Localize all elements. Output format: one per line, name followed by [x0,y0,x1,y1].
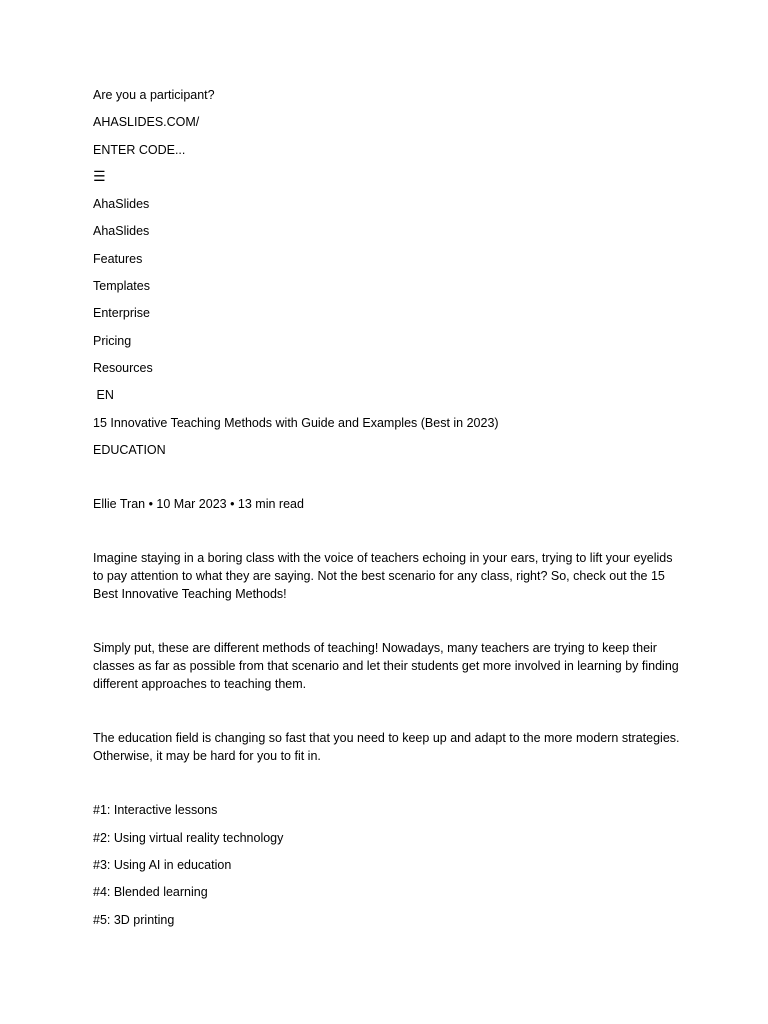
nav-item-enterprise[interactable]: Enterprise [93,306,150,321]
menu-toggle-button[interactable] [93,168,683,195]
language-selector[interactable] [93,386,683,413]
spacer [93,468,683,495]
nav-item-features[interactable]: Features [93,251,143,266]
enter-code-input[interactable]: ENTER CODE... [93,142,186,157]
document-page [93,86,683,938]
brand-name-link[interactable]: AhaSlides [93,224,150,239]
nav-item-templates[interactable]: Templates [93,279,150,294]
spacer [93,522,683,549]
article-meta: Ellie Tran • 10 Mar 2023 • 13 min read [93,497,304,512]
language-label: EN [96,388,114,403]
toc-item[interactable]: #4: Blended learning [93,885,208,900]
toc-item[interactable]: #1: Interactive lessons [93,803,218,818]
brand-logo-link[interactable]: AhaSlides [93,197,150,212]
toc-item[interactable]: #3: Using AI in education [93,858,232,873]
article-paragraph: Simply put, these are different methods of teaching! Nowadays, many teachers are trying to keep their classes as far as possible from that scenario and let their students get more involved in learning by finding different approaches to teaching them. [93,641,679,692]
article-category-link[interactable]: EDUCATION [93,442,166,457]
participant-prompt[interactable]: Are you a participant? [93,88,215,102]
article-title: 15 Innovative Teaching Methods with Guide and Examples (Best in 2023) [93,415,499,430]
site-url-label: AHASLIDES.COM/ [93,115,200,130]
nav-item-pricing[interactable]: Pricing [93,333,132,348]
hamburger-menu-icon: ☰ [93,167,106,184]
article-paragraph: Imagine staying in a boring class with the voice of teachers echoing in your ears, trying to lift your eyelids to pay attention to what they are saying. Not the best scenario for any class, right? So, check out the 15 Best Innovative Teaching Methods! [93,551,673,602]
article-paragraph: The education field is changing so fast that you need to keep up and adapt to the more modern strategies. Otherwise, it may be hard for you to fit in. [93,731,680,764]
toc-item[interactable]: #5: 3D printing [93,912,175,927]
table-of-contents [93,801,683,937]
nav-item-resources[interactable]: Resources [93,360,153,375]
toc-item[interactable]: #2: Using virtual reality technology [93,830,284,845]
